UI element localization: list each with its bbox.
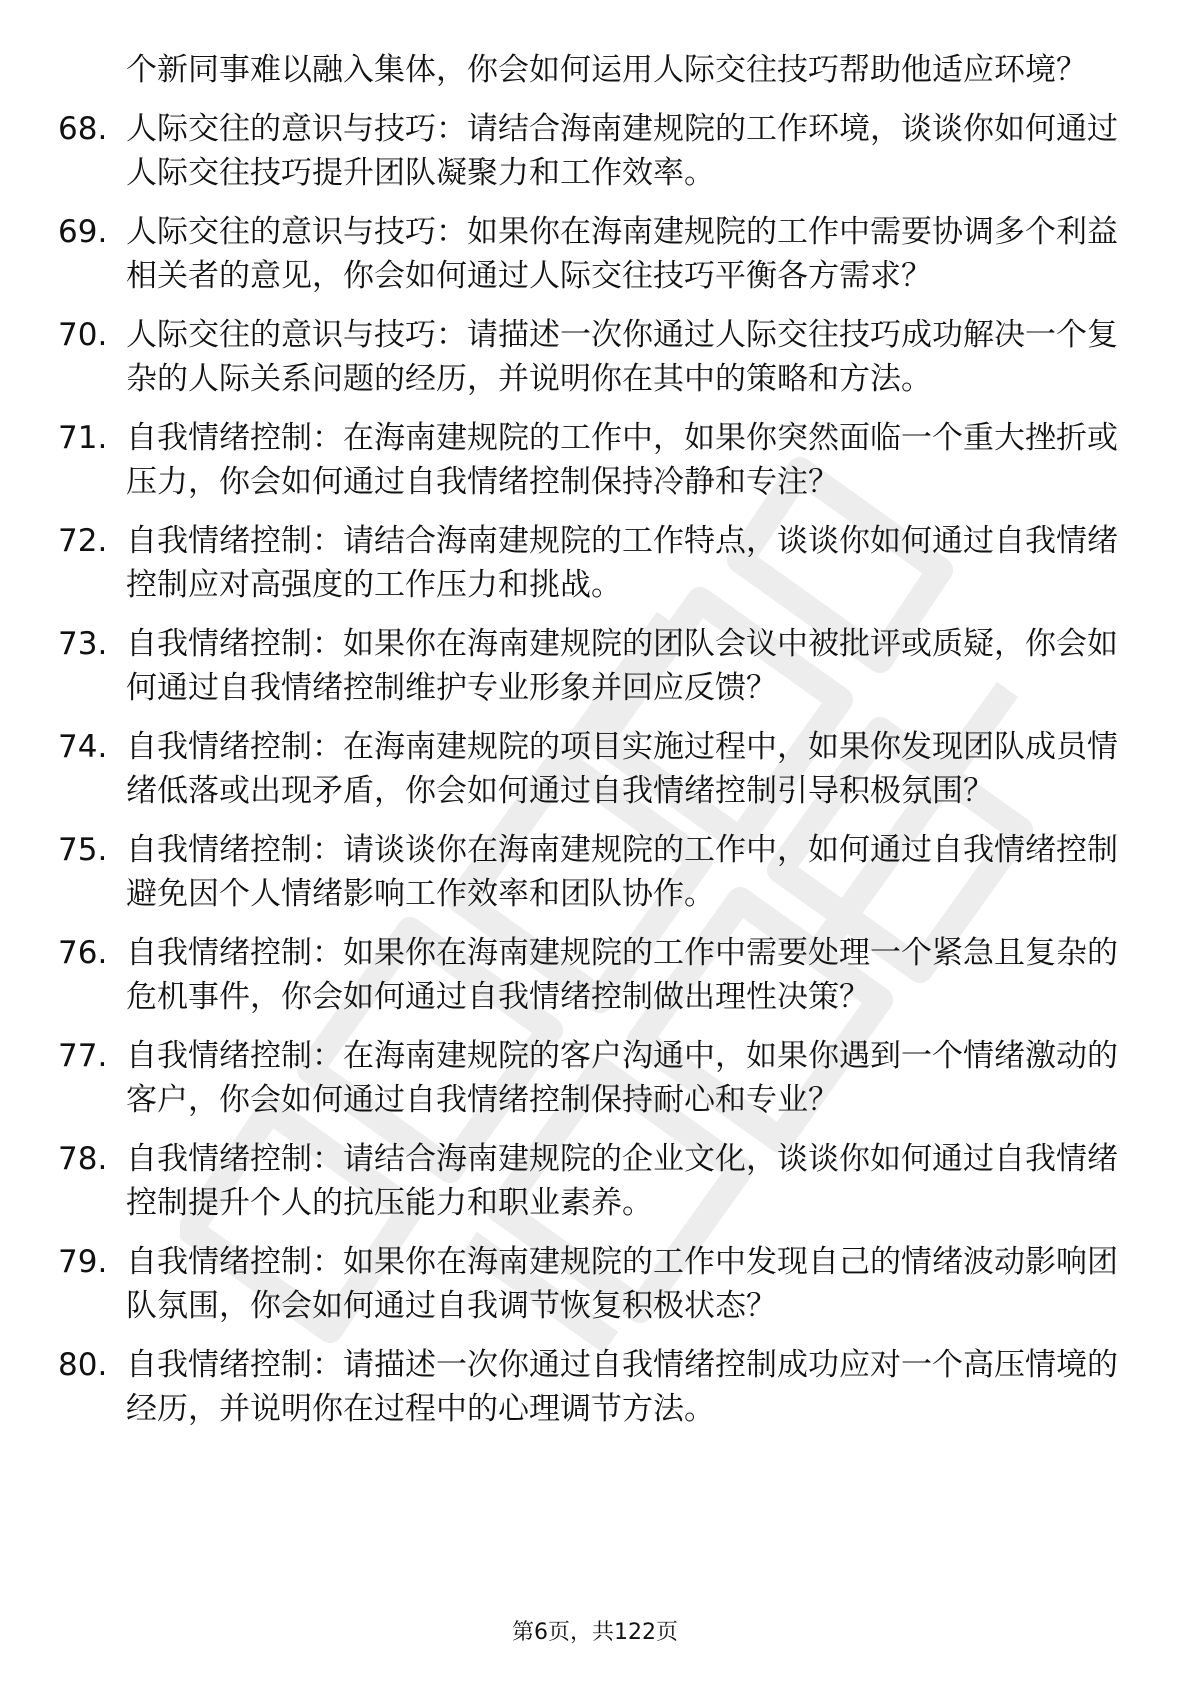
item-text: 自我情绪控制：如果你在海南建规院的工作中需要处理一个紧急且复杂的危机事件，你会如何通过自我情绪控制做出理性决策？ bbox=[126, 935, 1118, 1015]
item-number: 69. bbox=[58, 214, 108, 250]
list-item bbox=[58, 1034, 1118, 1122]
item-number: 68. bbox=[58, 111, 108, 147]
list-item bbox=[58, 828, 1118, 916]
item-text: 个新同事难以融入集体，你会如何运用人际交往技巧帮助他适应环境？ bbox=[126, 52, 1087, 88]
item-text: 自我情绪控制：请结合海南建规院的企业文化，谈谈你如何通过自我情绪控制提升个人的抗压能力和职业素养。 bbox=[126, 1141, 1118, 1221]
item-text: 人际交往的意识与技巧：请结合海南建规院的工作环境，谈谈你如何通过人际交往技巧提升团队凝聚力和工作效率。 bbox=[126, 111, 1118, 191]
item-text: 人际交往的意识与技巧：请描述一次你通过人际交往技巧成功解决一个复杂的人际关系问题的经历，并说明你在其中的策略和方法。 bbox=[126, 317, 1118, 397]
list-item bbox=[58, 210, 1118, 298]
list-item bbox=[58, 725, 1118, 813]
item-number: 76. bbox=[58, 935, 108, 971]
item-number: 78. bbox=[58, 1141, 108, 1177]
item-number: 80. bbox=[58, 1347, 108, 1383]
item-text: 人际交往的意识与技巧：如果你在海南建规院的工作中需要协调多个利益相关者的意见，你会如何通过人际交往技巧平衡各方需求？ bbox=[126, 214, 1118, 294]
list-item bbox=[58, 1137, 1118, 1225]
item-number: 70. bbox=[58, 317, 108, 353]
item-text: 自我情绪控制：请谈谈你在海南建规院的工作中，如何通过自我情绪控制避免因个人情绪影响工作效率和团队协作。 bbox=[126, 832, 1118, 912]
item-number: 74. bbox=[58, 729, 108, 765]
item-number: 79. bbox=[58, 1244, 108, 1280]
question-list bbox=[58, 48, 1118, 1446]
list-item bbox=[58, 313, 1118, 401]
item-text: 自我情绪控制：在海南建规院的工作中，如果你突然面临一个重大挫折或压力，你会如何通过自我情绪控制保持冷静和专注？ bbox=[126, 420, 1118, 500]
list-item bbox=[58, 1240, 1118, 1328]
list-item bbox=[58, 1343, 1118, 1431]
item-text: 自我情绪控制：如果你在海南建规院的工作中发现自己的情绪波动影响团队氛围，你会如何通过自我调节恢复积极状态？ bbox=[126, 1244, 1118, 1324]
item-number: 77. bbox=[58, 1038, 108, 1074]
item-text: 自我情绪控制：在海南建规院的客户沟通中，如果你遇到一个情绪激动的客户，你会如何通过自我情绪控制保持耐心和专业？ bbox=[126, 1038, 1118, 1118]
list-item bbox=[58, 931, 1118, 1019]
page-footer: 第6页，共122页 bbox=[512, 1620, 678, 1645]
item-text: 自我情绪控制：如果你在海南建规院的团队会议中被批评或质疑，你会如何通过自我情绪控制维护专业形象并回应反馈？ bbox=[126, 626, 1118, 706]
item-text: 自我情绪控制：请结合海南建规院的工作特点，谈谈你如何通过自我情绪控制应对高强度的工作压力和挑战。 bbox=[126, 523, 1118, 603]
item-text: 自我情绪控制：请描述一次你通过自我情绪控制成功应对一个高压情境的经历，并说明你在过程中的心理调节方法。 bbox=[126, 1347, 1118, 1427]
item-number: 75. bbox=[58, 832, 108, 868]
list-item bbox=[58, 107, 1118, 195]
list-item bbox=[58, 416, 1118, 504]
list-item bbox=[58, 48, 1118, 92]
item-text: 自我情绪控制：在海南建规院的项目实施过程中，如果你发现团队成员情绪低落或出现矛盾，你会如何通过自我情绪控制引导积极氛围？ bbox=[126, 729, 1118, 809]
item-number: 72. bbox=[58, 523, 108, 559]
item-number bbox=[58, 48, 126, 92]
item-number: 71. bbox=[58, 420, 108, 456]
list-item bbox=[58, 622, 1118, 710]
item-number: 73. bbox=[58, 626, 108, 662]
list-item bbox=[58, 519, 1118, 607]
